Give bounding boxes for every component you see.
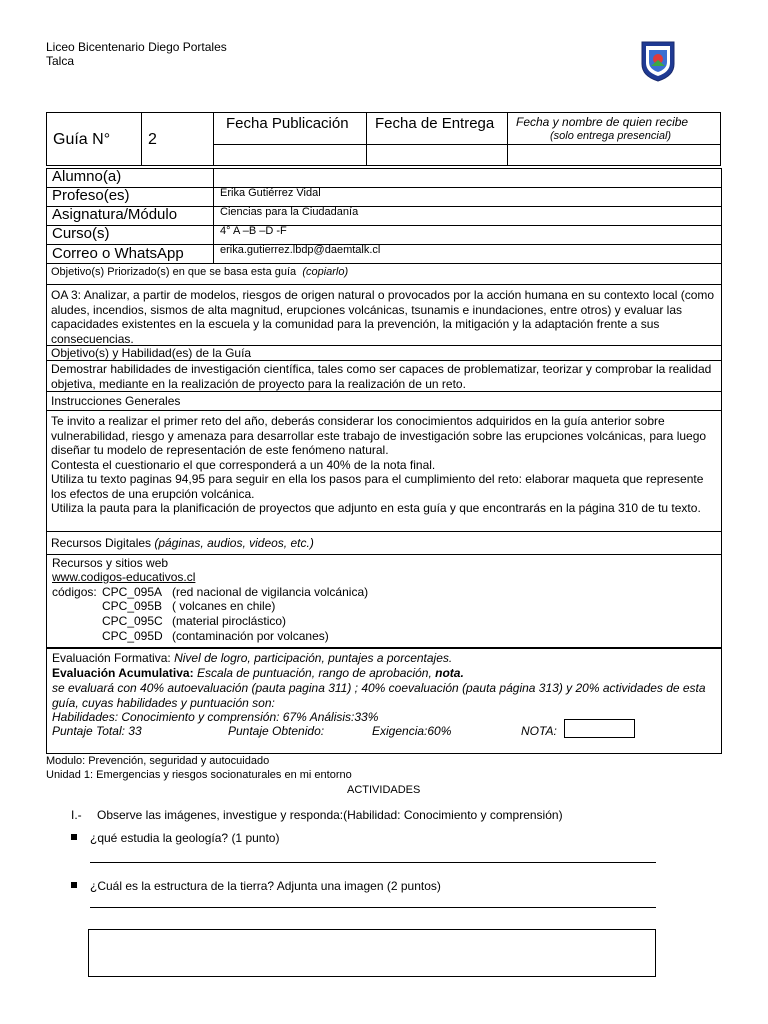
objetivo-priorizado-header: Objetivo(s) Priorizado(s) en que se basa esta guía (copiarlo)	[46, 263, 722, 285]
eval-acumulativa: Evaluación Acumulativa: Escala de puntuación, rango de aprobación, nota.	[52, 666, 464, 680]
codigos-label: códigos:	[52, 585, 97, 599]
recursos-link[interactable]: www.codigos-educativos.cl	[52, 570, 196, 584]
eval-formativa: Evaluación Formativa: Nivel de logro, participación, puntajes a porcentajes.	[52, 651, 453, 665]
puntaje-obtenido: Puntaje Obtenido:	[228, 724, 325, 738]
question-2: ¿Cuál es la estructura de la tierra? Adjunta una imagen (2 puntos)	[90, 879, 441, 893]
modulo-text: Modulo: Prevención, seguridad y autocuidado	[46, 755, 270, 767]
asignatura-value: Ciencias para la Ciudadanía	[220, 206, 359, 218]
instrucciones-body	[46, 410, 722, 532]
recibe-field[interactable]	[507, 144, 721, 166]
fecha-publicacion-header: Fecha Publicación	[213, 112, 367, 145]
fecha-publicacion-field[interactable]	[213, 144, 367, 166]
correo-value: erika.gutierrez.lbdp@daemtalk.cl	[220, 244, 381, 256]
answer-line-1[interactable]	[90, 862, 656, 863]
school-name: Liceo Bicentenario Diego Portales	[46, 40, 227, 54]
question-1: ¿qué estudia la geología? (1 punto)	[90, 831, 280, 845]
bullet-icon	[71, 834, 77, 840]
habilidad-text: Demostrar habilidades de investigación científica, tales como ser capaces de problematizar, teorizar y comprobar la realidad objetiva, mediante en la realización de proyecto para la realización de un reto.	[46, 360, 722, 392]
codigo-b-desc: ( volcanes en chile)	[172, 599, 276, 613]
codigo-c-desc: (material piroclástico)	[172, 614, 287, 628]
fecha-entrega-header: Fecha de Entrega	[366, 112, 508, 145]
fecha-entrega-field[interactable]	[366, 144, 508, 166]
recibe-header: Fecha y nombre de quien recibe (solo entrega presencial)	[507, 112, 721, 145]
codigo-a-desc: (red nacional de vigilancia volcánica)	[172, 585, 369, 599]
row-label-curso: Curso(s)	[52, 225, 110, 242]
recursos-body	[46, 554, 722, 648]
guia-label: Guía N°	[53, 131, 111, 148]
answer-line-2[interactable]	[90, 907, 656, 908]
alumno-field[interactable]	[214, 168, 720, 187]
school-crest-icon	[640, 40, 676, 82]
exigencia: Exigencia:60%	[372, 724, 452, 738]
row-label-asignatura: Asignatura/Módulo	[52, 206, 178, 223]
row-label-correo: Correo o WhatsApp	[52, 245, 184, 262]
profesor-value: Erika Gutiérrez Vidal	[220, 187, 321, 199]
nota-label: NOTA:	[521, 724, 557, 738]
evaluacion-block	[46, 648, 722, 754]
row-label-profesor: Profeso(es)	[52, 187, 130, 204]
section-number: I.-	[71, 808, 82, 822]
oa-text: OA 3: Analizar, a partir de modelos, riesgos de origen natural o provocados por la acción humana en su contexto local (como aludes, incendios, sismos de alta magnitud, erupciones volcánicas, tsunamis e inundaciones, entre otros) y evaluar las capacidades existentes en la escuela y la comunidad para la prevención, la mitigación y la adaptación frente a sus consecuencias.	[46, 284, 722, 346]
codigo-b: CPC_095B	[102, 599, 163, 613]
row-label-alumno: Alumno(a)	[52, 168, 122, 185]
eval-detail: se evaluará con 40% autoevaluación (pauta pagina 311) ; 40% coevaluación (pauta página 313) y 20% actividades de esta guía, cuyas habilidades y puntuación son:	[52, 681, 706, 710]
codigo-d-desc: (contaminación por volcanes)	[172, 629, 329, 643]
image-answer-box[interactable]	[88, 929, 656, 977]
codigo-a: CPC_095A	[102, 585, 163, 599]
curso-value: 4° A –B –D -F	[220, 225, 287, 237]
actividades-title: ACTIVIDADES	[347, 784, 421, 796]
eval-habilidades: Habilidades: Conocimiento y comprensión: 67% Análisis:33%	[52, 710, 379, 724]
recursos-title: Recursos y sitios web	[52, 556, 169, 570]
unidad-text: Unidad 1: Emergencias y riesgos socionaturales en mi entorno	[46, 769, 352, 781]
codigo-c: CPC_095C	[102, 614, 163, 628]
guia-number-cell	[141, 112, 214, 166]
habilidad-header: Objetivo(s) y Habilidad(es) de la Guía	[46, 345, 722, 361]
instruccion-4: Utiliza la pauta para la planificación de proyectos que adjunto en esta guía y que encontrarás en la página 310 de tu texto.	[51, 501, 701, 515]
guia-number: 2	[148, 131, 157, 148]
recursos-header: Recursos Digitales (páginas, audios, videos, etc.)	[46, 531, 722, 555]
instruccion-2: Contesta el cuestionario el que corresponderá a un 40% de la nota final.	[51, 457, 436, 472]
instrucciones-header: Instrucciones Generales	[46, 391, 722, 411]
bullet-icon	[71, 882, 77, 888]
puntaje-total: Puntaje Total: 33	[52, 724, 142, 738]
nota-field[interactable]	[564, 719, 635, 738]
section-instruction: Observe las imágenes, investigue y responda:(Habilidad: Conocimiento y comprensión)	[97, 808, 563, 822]
codigo-d: CPC_095D	[102, 629, 163, 643]
instruccion-1: Te invito a realizar el primer reto del año, deberás considerar los conocimientos adquiridos en la guía anterior sobre vulnerabilidad, riesgo y amenaza para desarrollar este trabajo de investigación sobre las erupciones volcánicas, para luego diseñar tu modelo de representación de este fenómeno natural.	[51, 414, 707, 457]
instruccion-3: Utiliza tu texto paginas 94,95 para seguir en ella los pasos para el cumplimiento del reto: elaborar maqueta que represente los efectos de una erupción volcánica.	[51, 472, 704, 501]
guia-label-cell	[46, 112, 142, 166]
school-city: Talca	[46, 54, 75, 68]
